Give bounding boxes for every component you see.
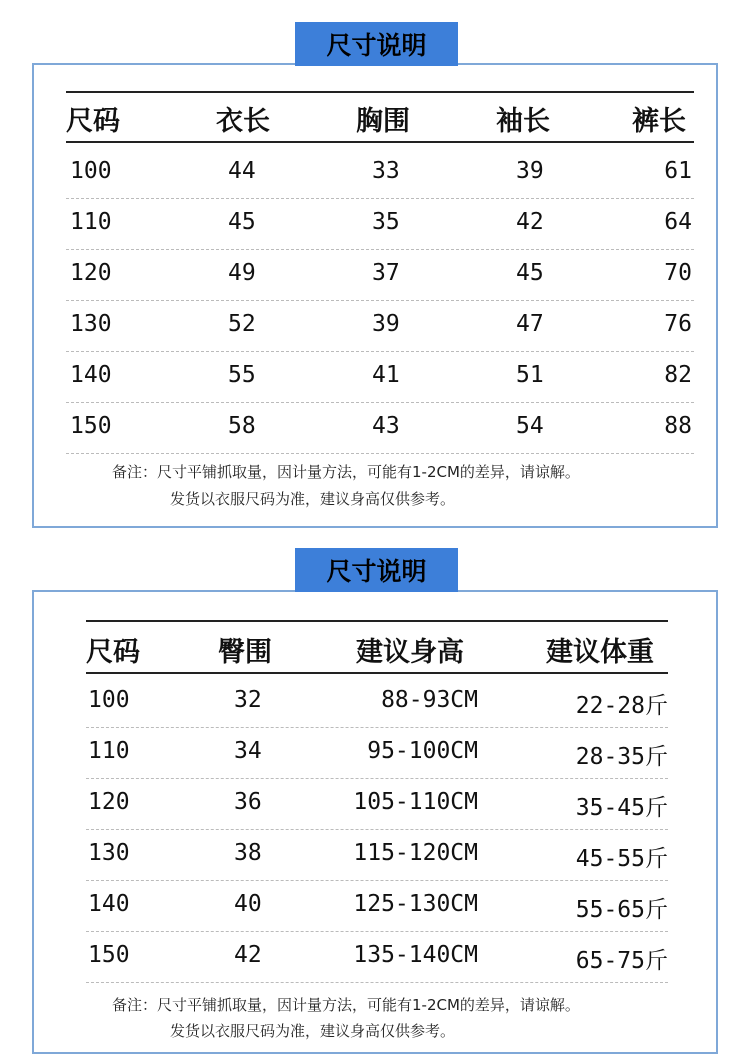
table-cell: 40 [234,891,262,917]
table-cell: 28-35斤 [575,744,668,770]
table-cell: 36 [234,789,262,815]
table-cell: 43 [372,413,400,439]
table-cell: 35-45斤 [575,795,668,821]
header-sleeve: 袖长 [496,106,550,137]
table-cell: 61 [664,158,692,184]
table-cell: 37 [372,260,400,286]
table-cell: 55 [228,362,256,388]
row-divider [86,727,668,728]
note-line-2: 发货以衣服尺码为准，建议身高仅供参考。 [170,1022,456,1040]
table-cell: 44 [228,158,256,184]
table-cell: 45 [228,209,256,235]
table-cell: 88-93CM [381,687,478,713]
fit-table [86,620,668,980]
table-cell: 110 [88,738,130,764]
table-cell: 22-28斤 [575,693,668,719]
section-title-tab [295,22,458,66]
header-size: 尺码 [66,106,120,137]
table-cell: 45-55斤 [575,846,668,872]
table-cell: 47 [516,311,544,337]
note-line-1: 备注：尺寸平铺抓取量，因计量方法，可能有1-2CM的差异，请谅解。 [112,996,580,1014]
table-cell: 100 [70,158,112,184]
table-cell: 35 [372,209,400,235]
table-cell: 41 [372,362,400,388]
table-cell: 120 [88,789,130,815]
table-cell: 51 [516,362,544,388]
table-cell: 150 [70,413,112,439]
table-cell: 140 [88,891,130,917]
row-divider [86,829,668,830]
table-cell: 64 [664,209,692,235]
table-cell: 100 [88,687,130,713]
table-cell: 95-100CM [367,738,478,764]
note-line-1: 备注：尺寸平铺抓取量，因计量方法，可能有1-2CM的差异，请谅解。 [112,463,580,481]
section-title: 尺寸说明 [326,31,427,60]
table-header-rule [86,672,668,674]
table-cell: 55-65斤 [575,897,668,923]
table-cell: 39 [516,158,544,184]
table-cell: 115-120CM [353,840,478,866]
size-table-panel [32,63,718,528]
table-cell: 130 [88,840,130,866]
header-pants: 裤长 [632,106,686,137]
table-cell: 70 [664,260,692,286]
size-table [66,91,694,451]
table-cell: 82 [664,362,692,388]
header-height: 建议身高 [356,637,464,668]
row-divider [66,249,694,250]
note-line-2: 发货以衣服尺码为准，建议身高仅供参考。 [170,490,456,508]
table-cell: 120 [70,260,112,286]
table-cell: 110 [70,209,112,235]
table-cell: 130 [70,311,112,337]
table-top-rule [86,620,668,622]
fit-table-panel [32,590,718,1054]
table-cell: 52 [228,311,256,337]
header-chest: 胸围 [356,106,410,137]
table-cell: 135-140CM [353,942,478,968]
table-cell: 42 [234,942,262,968]
table-cell: 76 [664,311,692,337]
table-cell: 125-130CM [353,891,478,917]
table-cell: 33 [372,158,400,184]
table-cell: 32 [234,687,262,713]
row-divider [66,453,694,454]
header-length: 衣长 [216,106,270,137]
section-title-tab [295,548,458,592]
table-cell: 65-75斤 [575,948,668,974]
row-divider [66,351,694,352]
table-cell: 45 [516,260,544,286]
table-cell: 34 [234,738,262,764]
table-cell: 38 [234,840,262,866]
row-divider [66,402,694,403]
row-divider [66,198,694,199]
header-weight: 建议体重 [546,637,654,668]
table-cell: 49 [228,260,256,286]
row-divider [66,300,694,301]
table-cell: 39 [372,311,400,337]
section-title: 尺寸说明 [326,557,427,586]
row-divider [86,880,668,881]
table-cell: 42 [516,209,544,235]
row-divider [86,982,668,983]
row-divider [86,931,668,932]
table-cell: 54 [516,413,544,439]
header-hip: 臀围 [218,637,272,668]
table-cell: 105-110CM [353,789,478,815]
table-cell: 150 [88,942,130,968]
table-header-rule [66,141,694,143]
table-top-rule [66,91,694,93]
row-divider [86,778,668,779]
table-cell: 58 [228,413,256,439]
table-cell: 88 [664,413,692,439]
header-size: 尺码 [86,637,140,668]
table-cell: 140 [70,362,112,388]
